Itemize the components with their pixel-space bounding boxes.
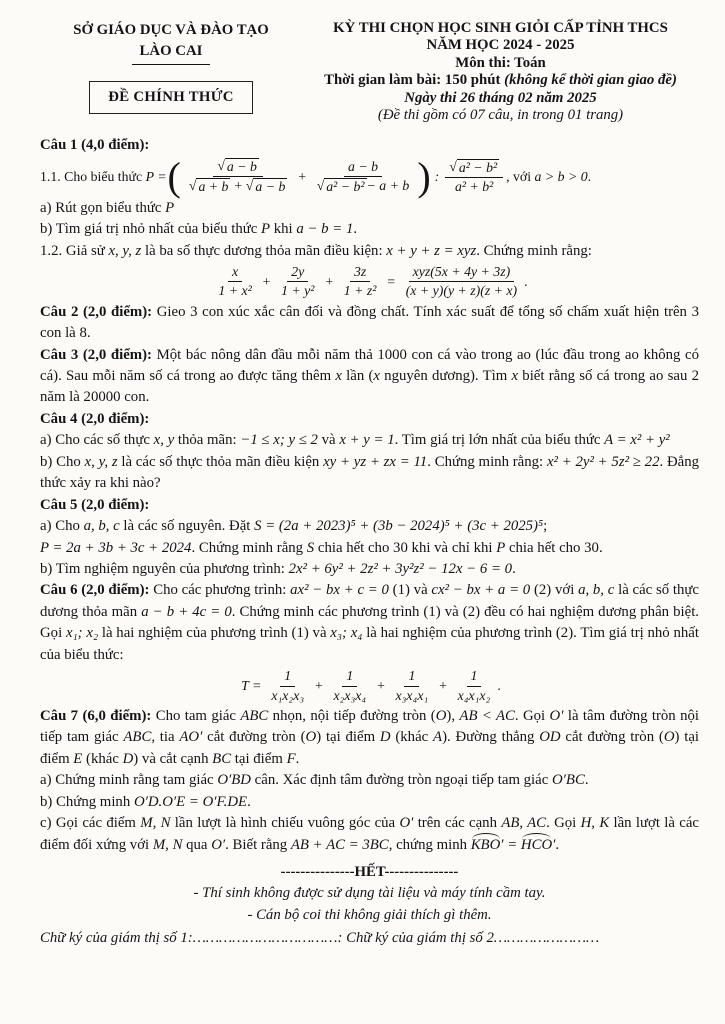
text-segment: cắt đường tròn ( — [202, 729, 306, 746]
text-segment: O′D.O′E = O′F.DE — [133, 793, 248, 810]
text-segment: . — [353, 221, 358, 238]
fraction: $\frac{3z}{\text{1 + z²}}$ — [343, 264, 377, 299]
operator: + — [261, 273, 272, 289]
operator: + — [376, 678, 386, 694]
text-segment: . — [587, 168, 592, 184]
text-segment: lần lượt là các điểm đối xứng với — [40, 815, 699, 853]
text-segment: . — [512, 561, 516, 578]
text-segment: ), — [446, 707, 460, 724]
text-segment: −1 ≤ x; y ≤ 2 — [240, 432, 318, 449]
text-segment: chia hết cho 30 khi và chỉ khi — [314, 539, 497, 556]
text-segment: là các số thực dương thỏa mãn — [40, 582, 699, 620]
operator: = — [386, 273, 396, 289]
text-segment: A — [433, 729, 443, 746]
text-segment: O — [305, 729, 317, 746]
text-segment: F — [286, 750, 296, 767]
text-segment: ) tại điểm — [316, 729, 380, 746]
text-segment: = — [503, 836, 521, 853]
subject-line: Môn thi: Toán — [455, 54, 546, 71]
text-segment: ) tại điểm — [40, 729, 699, 767]
text-segment: O′ — [399, 815, 414, 832]
text-segment: lần lượt là hình chiếu vuông góc của — [170, 815, 400, 832]
text-segment: ABC — [240, 707, 269, 724]
item-1a — [40, 198, 699, 219]
text-segment: P — [496, 539, 506, 556]
radical: √ a² − b² — [316, 177, 365, 194]
text-segment: O′ — [211, 836, 226, 853]
item-4a — [40, 430, 699, 451]
exam-title-line2: NĂM HỌC 2024 - 2025 — [426, 37, 575, 54]
operator: + — [314, 678, 324, 694]
text-segment: a, b, c — [83, 518, 120, 535]
text-segment: x₁; x₂ — [65, 625, 99, 642]
text-segment: . Biết rằng — [225, 836, 291, 853]
text-segment: . Chứng minh các phương trình (1) và (2) đều có hai nghiệm dương phân biệt. Gọi — [40, 603, 700, 642]
text-segment: cx² − bx + a = 0 — [431, 582, 531, 599]
text-segment: . Đẳng thức xảy ra khi nào? — [40, 453, 700, 492]
problem-1-2-intro — [40, 241, 699, 262]
text-segment: P — [261, 221, 271, 238]
text-segment: biết rằng số cá trong ao sau 2 năm là 20000 con. — [40, 367, 699, 406]
question-2 — [40, 302, 699, 345]
exam-title-line1: KỲ THI CHỌN HỌC SINH GIỎI CẤP TỈNH THCS — [333, 20, 668, 36]
text-segment: Một bác nông dân đầu mỗi năm thả 1000 con cá vào trong ao (lúc đầu trong ao không có cá). Sau mỗi năm số cá trong ao được tăng thêm — [40, 346, 699, 384]
end-marker: ---------------HẾT--------------- — [280, 864, 459, 880]
text-segment: 1.2. Giả sử — [40, 242, 109, 259]
fraction: $\frac{2y}{\text{1 + y²}}$ — [281, 264, 315, 299]
question-3 — [40, 345, 699, 409]
text-segment: và — [317, 432, 340, 449]
text-segment: (khác — [82, 750, 123, 767]
text-segment: chia hết cho 30. — [505, 539, 603, 556]
text-segment: S — [306, 539, 315, 556]
text-segment: là tâm đường tròn nội tiếp tam giác — [40, 707, 699, 746]
text-segment: ax² − bx + c = 0 — [290, 582, 389, 599]
text-segment: E — [73, 750, 83, 767]
text-segment: M, N — [152, 836, 183, 853]
rule-note-1: - Thí sinh không được sử dụng tài liệu và máy tính cầm tay. — [193, 885, 546, 902]
text-segment: D — [379, 729, 391, 746]
text-segment: a, b, c — [578, 582, 615, 599]
exam-date-line: Ngày thi 26 tháng 02 năm 2025 — [404, 89, 597, 106]
text-segment: Câu 6 (2,0 điểm): — [40, 582, 154, 599]
text-segment: ). Đường thẳng — [442, 729, 540, 746]
text-segment: . Chứng minh rằng — [191, 539, 307, 556]
fraction: $\frac{1}{\text{x₁x₂x₃}}$ — [271, 668, 305, 703]
text-segment: a − b + 4c = 0 — [141, 603, 232, 620]
text-segment: . — [555, 836, 560, 853]
text-segment: , với — [506, 168, 535, 184]
item-1b — [40, 219, 699, 240]
text-segment: . Chứng minh rằng: — [427, 453, 547, 470]
question-4-heading: Câu 4 (2,0 điểm): — [40, 410, 150, 427]
equation-1-2 — [40, 264, 699, 300]
text-segment: . Chứng minh rằng: — [476, 242, 592, 259]
text-segment: AB, AC — [501, 815, 547, 832]
question-7 — [40, 706, 699, 770]
text-segment: Câu 7 (6,0 điểm): — [40, 707, 156, 724]
issuer-block — [40, 20, 302, 125]
text-segment: b) Tìm nghiệm nguyên của phương trình: — [40, 561, 289, 578]
fraction: $\frac{1}{\text{x₄x₁x₂}}$ — [457, 668, 491, 703]
signature-line: Chữ ký của giám thị số 1:……………………………: Chữ ký của giám thị số 2…………………… — [40, 930, 600, 947]
text-segment: lần ( — [341, 367, 374, 384]
text-segment: H, K — [580, 815, 610, 832]
fraction: $\frac{1}{\text{x₂x₃x₄}}$ — [333, 668, 367, 703]
text-segment: . — [295, 750, 300, 767]
issuer-name: SỞ GIÁO DỤC VÀ ĐÀO TẠO — [73, 22, 269, 38]
text-segment: M, N — [140, 815, 171, 832]
exam-info-block — [302, 20, 699, 125]
text-segment: ABC — [123, 729, 152, 746]
formula-T — [40, 668, 699, 704]
text-segment: P = 2a + 3b + 3c + 2024 — [40, 539, 192, 556]
fraction: a − b √ a² − b² − a + b — [316, 158, 410, 194]
text-segment: P = — [145, 168, 167, 184]
text-segment: a) Cho các số thực — [40, 432, 154, 449]
text-segment: x — [373, 367, 380, 384]
item-7a — [40, 770, 699, 791]
text-segment: . Gọi — [546, 815, 581, 832]
text-segment: cắt đường tròn ( — [560, 729, 664, 746]
text-segment: x — [511, 367, 519, 384]
text-segment: x² + 2y² + 5z² ≥ 22 — [546, 453, 660, 470]
text-segment: . — [584, 772, 589, 789]
problem-1-1-tail — [506, 167, 591, 187]
text-segment: b) Tìm giá trị nhỏ nhất của biểu thức — [40, 221, 262, 238]
official-exam-badge: ĐỀ CHÍNH THỨC — [89, 81, 253, 114]
text-segment: (1) và — [388, 582, 432, 599]
big-paren: ) — [417, 153, 431, 199]
fraction: √ a² − b² a² + b² — [445, 159, 503, 196]
radical: √ a − b — [217, 158, 257, 175]
text-segment: nhọn, nội tiếp đường tròn ( — [268, 707, 436, 724]
text-segment: là hai nghiệm của phương trình (2). Tìm giá trị nhỏ nhất của biểu thức: — [40, 625, 699, 663]
text-segment: P — [165, 199, 175, 216]
big-paren: ( — [167, 153, 181, 199]
item-7c — [40, 813, 699, 856]
document-header — [40, 20, 699, 125]
operator: + — [297, 168, 307, 184]
item-5a-line1 — [40, 516, 699, 537]
punctuation: . — [524, 273, 528, 289]
formula-P — [40, 153, 699, 199]
duration-line — [302, 72, 699, 89]
text-segment: x, y, z — [108, 242, 142, 259]
text-segment: x — [335, 367, 342, 384]
text-segment: D — [122, 750, 134, 767]
text-segment: KBO′ — [471, 835, 504, 856]
text-segment: AB < AC — [459, 707, 515, 724]
item-7b — [40, 792, 699, 813]
fraction: $\frac{\text{xyz(5x + 4y + 3z)}}{(x + y)(y + z)(z + x)}$ — [405, 264, 518, 299]
text-segment: x, y, z — [84, 453, 118, 470]
fraction: $\frac{x}{\text{1 + x²}}$ — [218, 264, 252, 299]
text-segment: 2x² + 6y² + 2z² + 3y²z² − 12x − 6 = 0 — [288, 561, 513, 578]
text-segment: Gieo 3 con xúc xắc cân đối và đồng chất. Tính xác suất để tổng số chấm xuất hiện trên 3 con là 8. — [40, 303, 699, 342]
fraction — [185, 158, 292, 196]
text-segment: tại điểm — [231, 750, 287, 767]
formula-lhs: T = — [241, 678, 262, 694]
page-count-note: (Đề thi gồm có 07 câu, in trong 01 trang) — [377, 107, 624, 124]
text-segment: xy + yz + zx = 11 — [323, 453, 428, 470]
radical: √ a − b — [245, 178, 286, 195]
operator: + — [438, 678, 448, 694]
text-segment: a) Cho — [40, 518, 84, 535]
text-segment: là hai nghiệm của phương trình (1) và — [98, 625, 331, 642]
item-4b — [40, 452, 699, 495]
text-segment: x, y — [153, 432, 175, 449]
text-segment: O′BD — [217, 772, 251, 789]
text-segment: là các số nguyên. Đặt — [119, 518, 255, 535]
text-segment: Câu 3 (2,0 điểm): — [40, 346, 157, 363]
text-segment: qua — [182, 836, 212, 853]
text-segment: x + y + z = xyz — [386, 242, 477, 259]
text-segment: (2) với — [530, 582, 579, 599]
text-segment: , tia — [151, 729, 180, 746]
text-segment: (khác — [390, 729, 434, 746]
text-segment: cân. Xác định tâm đường tròn ngoại tiếp tam giác — [250, 772, 552, 789]
text-segment: 1.1. Cho biểu thức — [40, 168, 146, 184]
text-segment: ; — [543, 518, 548, 535]
text-segment: a − b = 1 — [296, 221, 354, 238]
text-segment: O′BC — [552, 772, 585, 789]
text-segment: b) Chứng minh — [40, 793, 134, 810]
text-segment: AB + AC = 3BC — [290, 836, 389, 853]
text-segment: O — [663, 729, 675, 746]
text-segment: HCO′ — [521, 835, 555, 856]
text-segment: b) Cho — [40, 453, 85, 470]
operator: + — [324, 273, 334, 289]
radical: √ a² − b² — [449, 158, 498, 175]
item-5b — [40, 559, 699, 580]
punctuation: . — [497, 678, 501, 694]
text-segment: a) Chứng minh rằng tam giác — [40, 772, 218, 789]
operator: + — [233, 178, 243, 194]
operator: : — [434, 168, 440, 184]
text-segment: . Tìm giá trị lớn nhất của biểu thức — [394, 432, 605, 449]
text-segment: là ba số thực dương thỏa mãn điều kiện: — [141, 242, 387, 259]
text-segment: ) và cắt cạnh — [133, 750, 213, 767]
text-segment: (không kể thời gian giao đề) — [504, 72, 677, 89]
text-segment: là các số thực thỏa mãn điều kiện — [117, 453, 324, 470]
text-segment: khi — [270, 221, 297, 238]
question-6 — [40, 580, 699, 666]
text-segment: . Gọi — [514, 707, 550, 724]
text-segment: O — [435, 707, 447, 724]
text-segment: O′ — [549, 707, 564, 724]
radical: √ a + b — [188, 178, 229, 195]
problem-1-1-prefix — [40, 167, 167, 187]
text-segment: A = x² + y² — [604, 432, 670, 449]
question-5-heading: Câu 5 (2,0 điểm): — [40, 496, 150, 513]
text-segment: a > b > 0 — [534, 168, 588, 184]
text-segment: AO′ — [179, 729, 203, 746]
text-segment: Thời gian làm bài: 150 phút — [324, 72, 505, 89]
question-1-heading: Câu 1 (4,0 điểm): — [40, 136, 150, 153]
fraction: $\frac{1}{\text{x₃x₄x₁}}$ — [395, 668, 429, 703]
text-segment: trên các cạnh — [413, 815, 502, 832]
text-segment: c) Gọi các điểm — [40, 815, 141, 832]
text-segment: a) Rút gọn biểu thức — [40, 199, 166, 216]
text-segment: Cho các phương trình: — [153, 582, 291, 599]
text-segment: Câu 2 (2,0 điểm): — [40, 303, 157, 320]
text-segment: nguyên dương). Tìm — [379, 367, 512, 384]
item-5a-line2 — [40, 538, 699, 559]
text-segment: BC — [212, 750, 232, 767]
text-segment: x + y = 1 — [339, 432, 395, 449]
text-segment: Cho tam giác — [155, 707, 241, 724]
rule-note-2: - Cán bộ coi thi không giải thích gì thêm. — [247, 906, 492, 923]
text-segment: . — [247, 793, 251, 810]
text-segment: , chứng minh — [388, 836, 471, 853]
text-segment: thỏa mãn: — [174, 432, 241, 449]
text-segment: S = (2a + 2023)⁵ + (3b − 2024)⁵ + (3c + 2025)⁵ — [254, 518, 544, 535]
text-segment: OD — [539, 729, 561, 746]
text-segment: x₃; x₄ — [330, 625, 363, 642]
issuer-province: LÀO CAI — [132, 41, 211, 64]
